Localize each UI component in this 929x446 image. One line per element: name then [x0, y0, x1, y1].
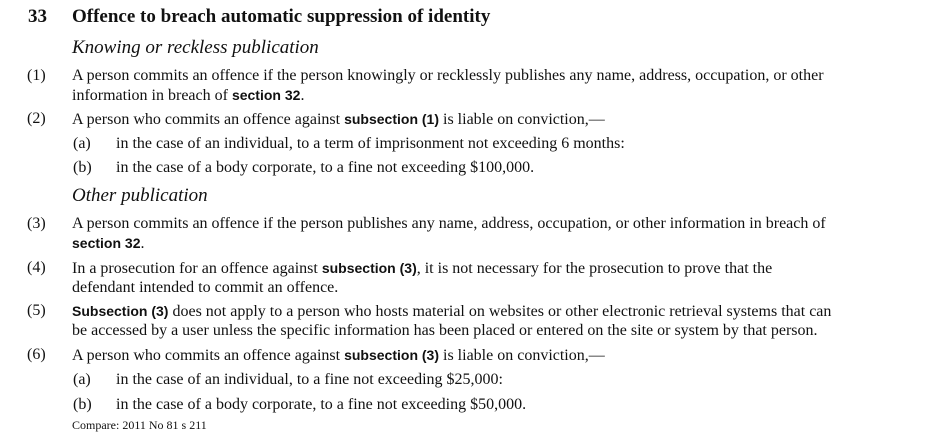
section-number: 33 — [28, 6, 47, 27]
paragraph-label-6b: (b) — [73, 396, 92, 413]
subsection-3-text — [72, 215, 826, 253]
subsection-4-text — [72, 259, 772, 297]
paragraph-text-6a: in the case of an individual, to a fine not exceeding $25,000: — [116, 371, 503, 388]
subsection-number-1: (1) — [27, 67, 46, 84]
subsection-4-post: , it is not necessary for the prosecution to prove that the — [416, 260, 773, 277]
subheading-other-publication: Other publication — [72, 185, 208, 206]
subsection-1-text — [72, 67, 824, 105]
subsection-2-pre: A person who commits an offence against — [72, 111, 345, 128]
section-32-link[interactable]: section 32 — [231, 86, 301, 103]
subsection-4-line2: defendant intended to commit an offence. — [72, 278, 339, 296]
subsection-3-link-2[interactable]: Subsection (3) — [72, 303, 169, 319]
subsection-5-text — [72, 302, 831, 340]
subsection-2-text — [72, 110, 605, 130]
paragraph-label-2b: (b) — [73, 159, 92, 176]
paragraph-label-6a: (a) — [73, 371, 91, 388]
paragraph-text-2a: in the case of an individual, to a term of imprisonment not exceeding 6 months: — [116, 135, 625, 152]
subsection-6-text — [72, 346, 605, 366]
subsection-1-link[interactable]: subsection (1) — [344, 111, 439, 127]
subsection-number-5: (5) — [27, 302, 46, 319]
subsection-1-line1: A person commits an offence if the person knowingly or recklessly publishes any name, address, occupation, or other — [72, 67, 824, 84]
subsection-number-6: (6) — [27, 346, 46, 363]
paragraph-label-2a: (a) — [73, 135, 91, 152]
subsection-1-line2-pre: information in breach of — [72, 86, 232, 104]
subsection-3-line2 — [72, 234, 826, 254]
section-32-link-2[interactable]: section 32 — [72, 234, 141, 251]
subsection-5-line2: be accessed by a user unless the specific information has been placed or entered on the site or system by that person. — [72, 321, 818, 339]
compare-note: Compare: 2011 No 81 s 211 — [72, 418, 207, 432]
subsection-number-4: (4) — [27, 259, 46, 276]
subsection-3-line2-post: . — [140, 234, 145, 252]
subsection-4-line1 — [72, 259, 772, 279]
subsection-3-link[interactable]: subsection (3) — [321, 260, 417, 276]
subsection-1-line2-post: . — [300, 86, 305, 104]
subsection-number-2: (2) — [27, 110, 46, 127]
subsection-6-pre: A person who commits an offence against — [72, 347, 345, 364]
subheading-knowing-reckless: Knowing or reckless publication — [72, 37, 319, 58]
subsection-number-3: (3) — [27, 215, 46, 232]
subsection-5-line1 — [72, 302, 831, 322]
subsection-6-post: is liable on conviction,— — [439, 347, 605, 364]
subsection-2-post: is liable on conviction,— — [439, 111, 605, 128]
paragraph-text-6b: in the case of a body corporate, to a fine not exceeding $50,000. — [116, 396, 527, 413]
subsection-5-post: does not apply to a person who hosts material on websites or other electronic retrieval systems that can — [168, 303, 832, 320]
subsection-1-line2 — [72, 86, 824, 106]
paragraph-text-2b: in the case of a body corporate, to a fine not exceeding $100,000. — [116, 159, 535, 176]
subsection-3-line1: A person commits an offence if the person publishes any name, address, occupation, or other information in breach of — [72, 215, 826, 232]
subsection-4-pre: In a prosecution for an offence against — [72, 260, 322, 277]
subsection-3-link-3[interactable]: subsection (3) — [344, 347, 439, 363]
section-title: Offence to breach automatic suppression of identity — [72, 6, 491, 27]
